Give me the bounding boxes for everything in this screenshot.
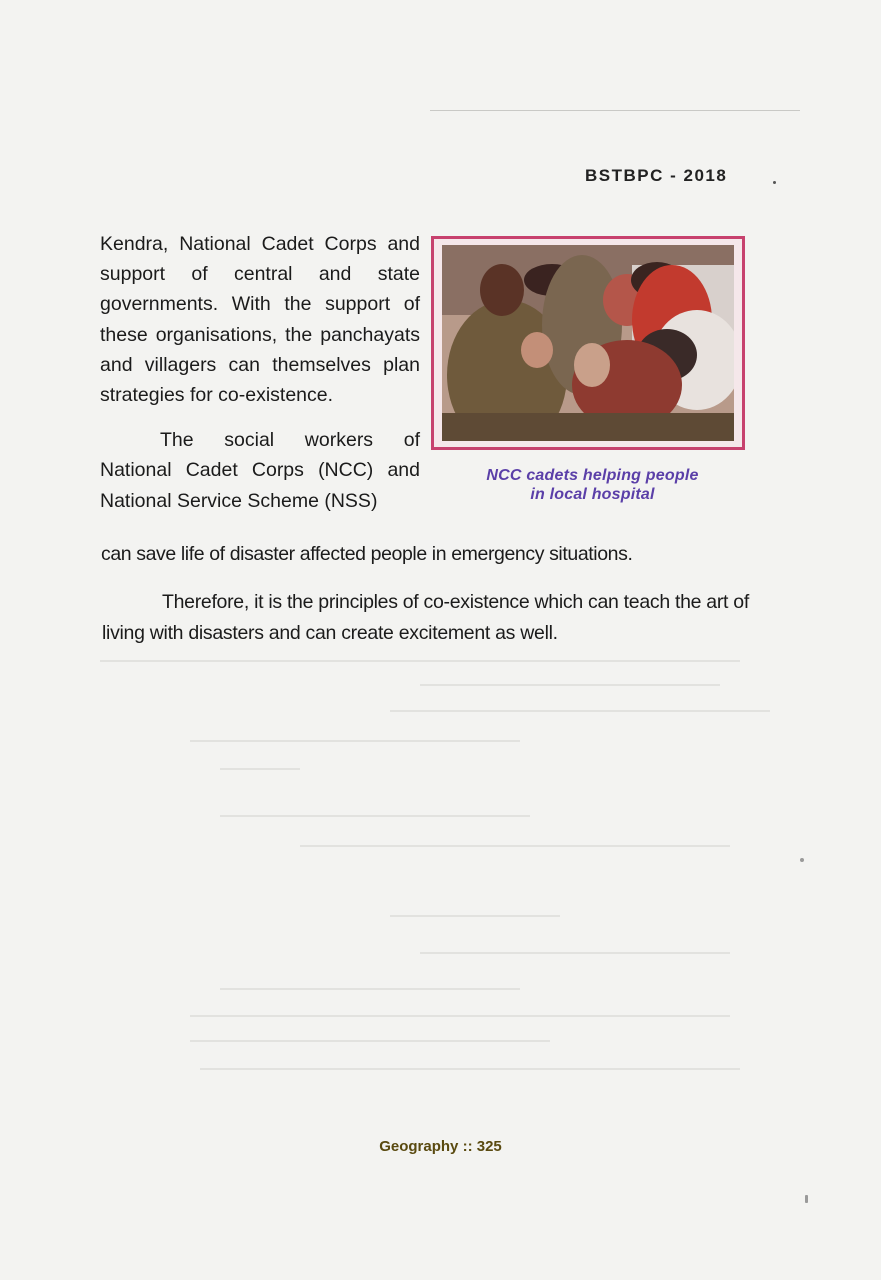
- speck: [800, 858, 804, 862]
- series-code-header: BSTBPC - 2018: [585, 166, 728, 185]
- ncc-cadets-photo: [442, 245, 734, 441]
- figure-photo-frame: [431, 236, 745, 450]
- page-footer: Geography :: 325: [379, 1138, 502, 1155]
- paragraph-2-end: can save life of disaster affected people in emergency situations.: [101, 543, 633, 565]
- paragraph-1: Kendra, National Cadet Corps and support of central and state governments. With the support of these organisations, the panchayats and villagers can themselves plan strategies for co-existence.: [100, 233, 420, 407]
- caption-line-2: in local hospital: [530, 486, 655, 503]
- speck: [805, 1195, 808, 1203]
- paragraph-3: Therefore, it is the principles of co-existence which can teach the art of living with disasters and can create excitement as well.: [102, 591, 749, 644]
- paragraph-2-start: The social workers of National Cadet Corps (NCC) and National Service Scheme (NSS): [100, 429, 420, 512]
- bleed-through-marks: [90, 640, 820, 1100]
- wrapped-text-column: [100, 229, 420, 516]
- figure-caption: [440, 466, 745, 504]
- caption-line-1: NCC cadets helping people: [486, 467, 699, 484]
- speck: [773, 181, 776, 184]
- top-rule: [430, 110, 800, 111]
